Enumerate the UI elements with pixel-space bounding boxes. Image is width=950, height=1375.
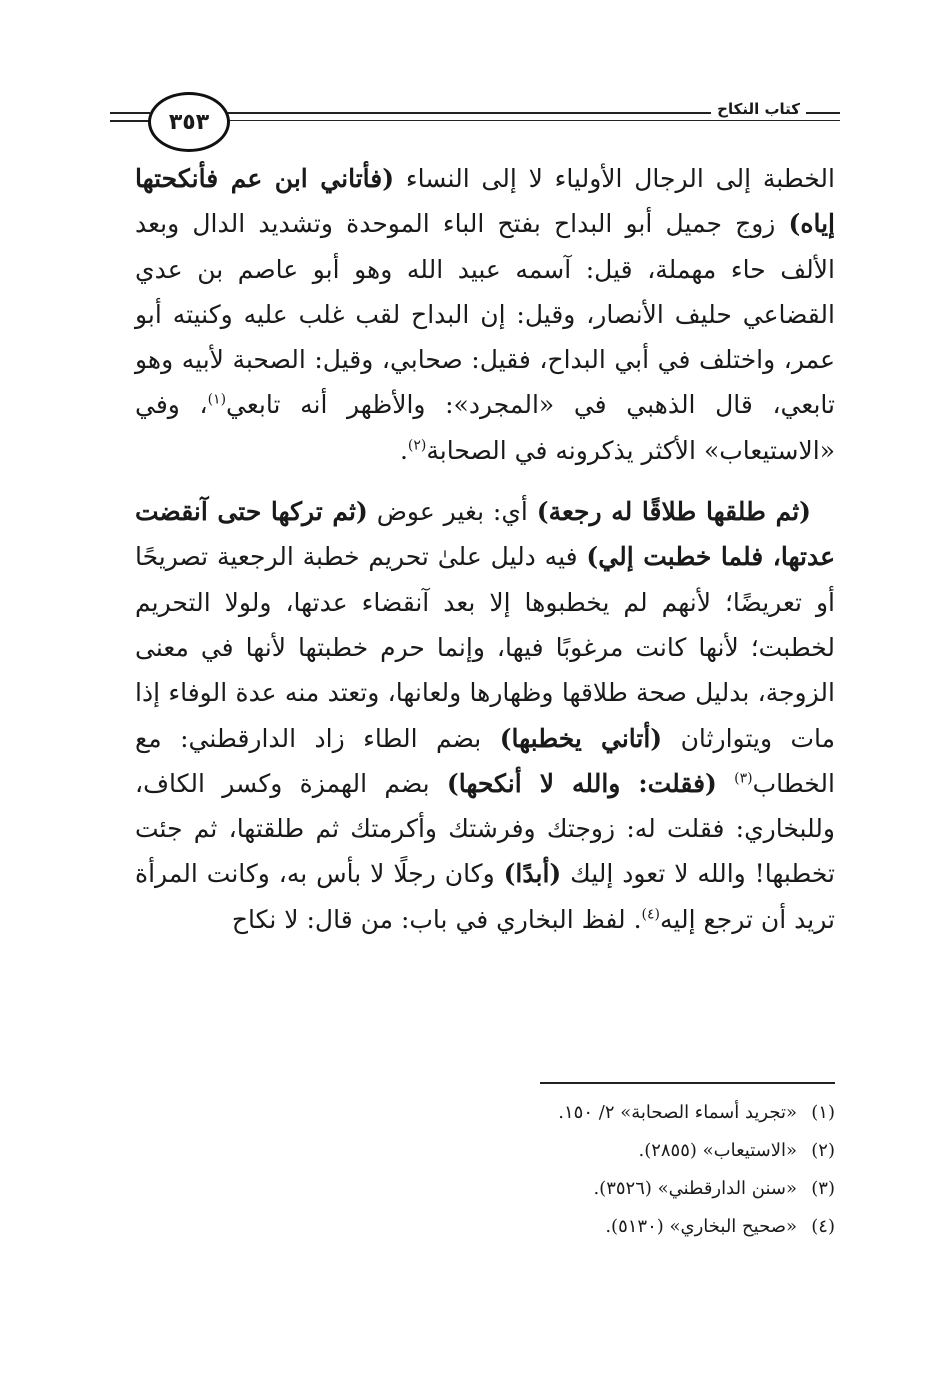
text-segment: ، وفي «الاستيعاب» الأكثر يذكرونه في الصحابة	[135, 390, 835, 465]
footnote-ref-4: (٤)	[641, 906, 660, 923]
hadith-quote: (فقلت: والله لا أنكحها)	[446, 768, 717, 798]
text-segment: الخطبة إلى الرجال الأولياء لا إلى النساء	[394, 164, 835, 193]
text-segment: أي: بغير عوض	[367, 497, 537, 527]
footnote-text: «تجريد أسماء الصحابة» ٢/ ١٥٠.	[558, 1102, 797, 1123]
hadith-quote: (ثم تركها حتى آنقضت عدتها، فلما خطبت إلي)	[135, 497, 835, 572]
hadith-quote: (ثم طلقها طلاقًا له رجعة)	[536, 497, 811, 527]
text-segment	[717, 769, 734, 798]
footnote-ref-3: (٣)	[734, 770, 753, 787]
footnote-4	[300, 1208, 835, 1246]
header-rule-right-bottom	[222, 120, 840, 121]
footnote-ref-1: (١)	[207, 392, 227, 409]
footnote-text: «الاستيعاب» (٢٨٥٥).	[638, 1140, 797, 1161]
footnote-3	[300, 1170, 835, 1208]
footnote-number: (٢)	[811, 1140, 835, 1161]
hadith-quote: (أبدًا)	[503, 859, 562, 889]
paragraph-1	[135, 156, 835, 473]
footnote-number: (٤)	[811, 1216, 835, 1237]
main-text	[135, 156, 835, 942]
footnote-2	[300, 1132, 835, 1170]
page-header	[110, 90, 840, 152]
footnote-1	[300, 1094, 835, 1132]
text-segment: وكان رجلًا لا بأس به، وكانت المرأة تريد أن ترجع إليه	[135, 859, 835, 934]
paragraph-2	[135, 489, 835, 942]
footnote-number: (١)	[811, 1102, 835, 1123]
text-segment: بضم الهمزة وكسر الكاف، وللبخاري: فقلت له: زوجتك وفرشتك وأكرمتك ثم طلقتها، ثم جئت تخطبها! والله لا تعود إليك	[135, 768, 835, 889]
header-rule-left-top	[110, 112, 150, 114]
footnote-text: «صحيح البخاري» (٥١٣٠).	[605, 1216, 797, 1237]
hadith-quote: (أتاني يخطبها)	[499, 723, 663, 753]
text-segment: فيه دليل علىٰ تحريم خطبة الرجعية تصريحًا أو تعريضًا؛ لأنهم لم يخطبوها إلا بعد آنقضاء عدتها، ولولا التحريم لخطبت؛ لأنها كانت مرغوبًا فيها، وإنما حرم خطبتها لأنها في معنى الزوجة، بدليل صحة طلاقها وظهارها ولعانها، وتعتد منه عدة الوفاء إذا مات ويتوارثان	[135, 542, 835, 753]
header-rule-left-bottom	[110, 120, 150, 122]
text-segment: .	[399, 435, 408, 465]
footnote-separator	[540, 1082, 835, 1084]
page-number: ٣٥٣	[148, 92, 230, 152]
text-segment: بضم الطاء زاد الدارقطني: مع الخطاب	[135, 723, 835, 798]
hadith-quote: (فأتاني ابن عم فأنكحتها إياه)	[135, 164, 835, 239]
footnote-text: «سنن الدارقطني» (٣٥٢٦).	[593, 1178, 797, 1199]
footnotes	[300, 1094, 835, 1246]
text-segment: زوج جميل أبو البداح بفتح الباء الموحدة وتشديد الدال وبعد الألف حاء مهملة، قيل: آسمه عبيد الله وهو أبو عاصم بن عدي القضاعي حليف الأنصار، وقيل: إن البداح لقب غلب عليه وكنيته أبو عمر، واختلف في أبي البداح، فقيل: صحابي، وقيل: الصحبة لأبيه وهو تابعي، قال الذهبي في «المجرد»: والأظهر أنه تابعي	[135, 209, 835, 420]
running-title: كتاب النكاح	[711, 100, 806, 118]
text-segment: . لفظ البخاري في باب: من قال: لا نكاح	[231, 904, 642, 934]
footnote-ref-2: (٢)	[407, 437, 427, 454]
footnote-number: (٣)	[811, 1178, 835, 1199]
